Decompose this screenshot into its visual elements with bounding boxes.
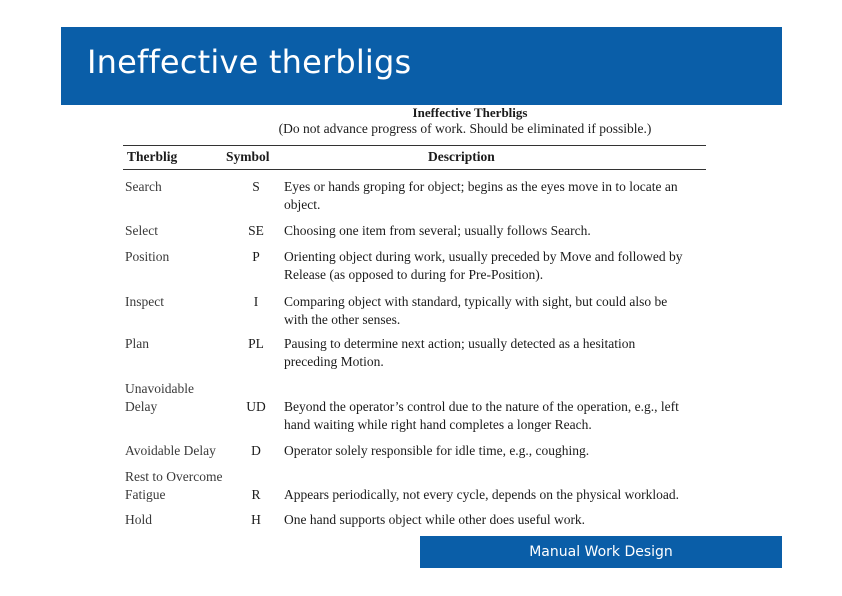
therblig-description: Operator solely responsible for idle time, e.g., coughing. bbox=[284, 443, 590, 458]
therblig-name: Plan bbox=[125, 336, 150, 351]
table-subheading: (Do not advance progress of work. Should be eliminated if possible.) bbox=[278, 121, 652, 136]
therblig-symbol: SE bbox=[248, 223, 264, 238]
slide-title: Ineffective therbligs bbox=[87, 43, 412, 81]
table-heading: Ineffective Therbligs bbox=[412, 105, 528, 120]
therblig-symbol: D bbox=[251, 443, 261, 458]
therblig-symbol: S bbox=[252, 179, 260, 194]
therblig-name: Inspect bbox=[125, 294, 164, 309]
therblig-symbol: UD bbox=[246, 399, 266, 414]
therblig-name: Unavoidable Delay bbox=[125, 381, 194, 414]
therblig-name: Avoidable Delay bbox=[125, 443, 216, 458]
therblig-description: Pausing to determine next action; usually detected as a hesitation preceding Motion. bbox=[284, 336, 636, 369]
therblig-symbol: R bbox=[251, 487, 261, 502]
col-header-therblig: Therblig bbox=[127, 149, 178, 164]
therblig-name: Position bbox=[125, 249, 170, 264]
therblig-symbol: P bbox=[252, 249, 260, 264]
therbligs-table bbox=[120, 105, 710, 530]
therblig-name: Select bbox=[125, 223, 158, 238]
therblig-description: Comparing object with standard, typically with sight, but could also be with the other senses. bbox=[284, 294, 668, 327]
therblig-description: Eyes or hands groping for object; begins as the eyes move in to locate an object. bbox=[284, 179, 678, 212]
therblig-description: Orienting object during work, usually preceded by Move and followed by Release (as opposed to during for Pre-Position). bbox=[284, 249, 683, 282]
therblig-description: Choosing one item from several; usually follows Search. bbox=[284, 223, 591, 238]
therblig-description: One hand supports object while other does useful work. bbox=[284, 512, 586, 527]
therblig-name: Search bbox=[125, 179, 162, 194]
col-header-symbol: Symbol bbox=[226, 149, 270, 164]
therblig-symbol: PL bbox=[248, 336, 264, 351]
footer-label: Manual Work Design bbox=[529, 544, 673, 560]
therblig-description: Appears periodically, not every cycle, depends on the physical workload. bbox=[284, 487, 679, 502]
footer-bar bbox=[420, 536, 782, 568]
col-header-description: Description bbox=[428, 149, 495, 164]
header-rule bbox=[123, 169, 706, 170]
top-rule bbox=[123, 145, 706, 146]
therblig-symbol: H bbox=[251, 512, 261, 527]
therblig-description: Beyond the operator’s control due to the nature of the operation, e.g., left hand waiting while right hand completes a longer Reach. bbox=[284, 399, 679, 432]
therblig-symbol: I bbox=[253, 294, 259, 309]
therblig-name: Rest to Overcome Fatigue bbox=[125, 469, 223, 502]
therblig-name: Hold bbox=[125, 512, 152, 527]
title-bar bbox=[61, 27, 782, 105]
